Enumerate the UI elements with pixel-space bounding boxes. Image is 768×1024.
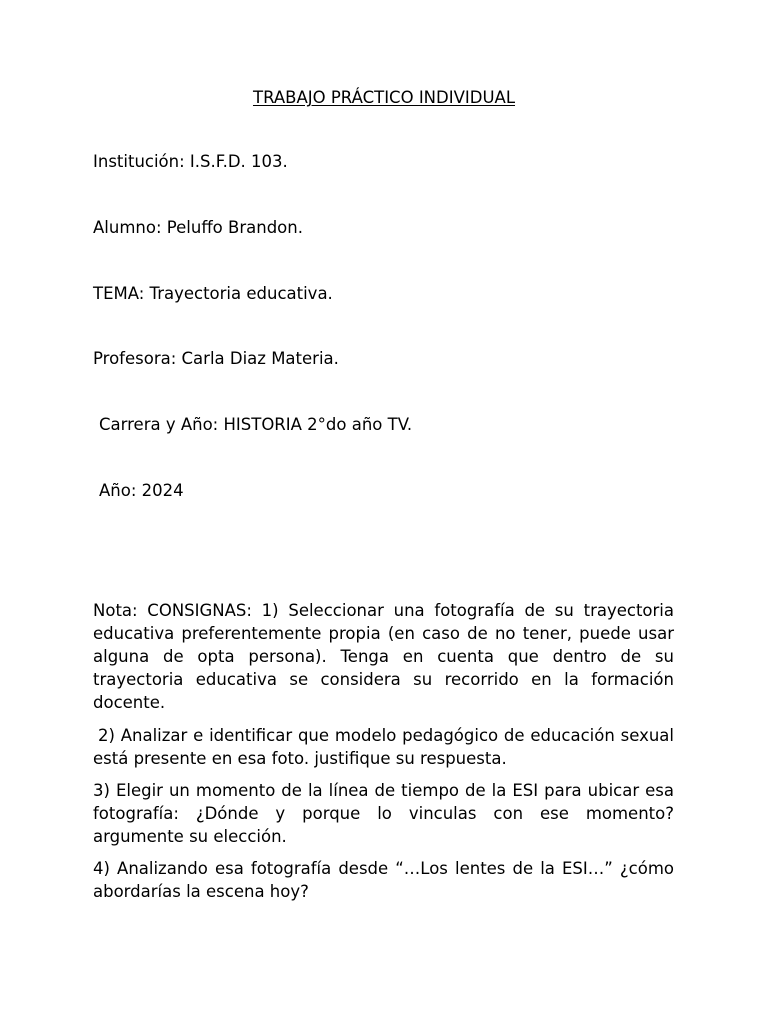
anio-field: Año: 2024 bbox=[99, 481, 184, 500]
consigna-2-paragraph: 2) Analizar e identificar que modelo pedagógico de educación sexual está presente en esa foto. justifique su respuesta. bbox=[93, 726, 674, 768]
institucion-field: Institución: I.S.F.D. 103. bbox=[93, 152, 288, 171]
carrera-field: Carrera y Año: HISTORIA 2°do año TV. bbox=[99, 415, 413, 434]
tema-field: TEMA: Trayectoria educativa. bbox=[93, 284, 333, 303]
alumno-field: Alumno: Peluffo Brandon. bbox=[93, 218, 303, 237]
consigna-3-paragraph: 3) Elegir un momento de la línea de tiempo de la ESI para ubicar esa fotografía: ¿Dónde y porque lo vinculas con ese momento? argumente su elección. bbox=[93, 781, 674, 846]
consigna-4-paragraph: 4) Analizando esa fotografía desde “…Los lentes de la ESI…” ¿cómo abordarías la escena hoy? bbox=[93, 859, 674, 901]
profesora-field: Profesora: Carla Diaz Materia. bbox=[93, 349, 339, 368]
consigna-nota-paragraph: Nota: CONSIGNAS: 1) Seleccionar una fotografía de su trayectoria educativa preferentemente propia (en caso de no tener, puede usar alguna de opta persona). Tenga en cuenta que dentro de su trayectoria educativa se considera su recorrido en la formación docente. bbox=[93, 601, 674, 712]
document-title: TRABAJO PRÁCTICO INDIVIDUAL bbox=[252, 88, 516, 107]
